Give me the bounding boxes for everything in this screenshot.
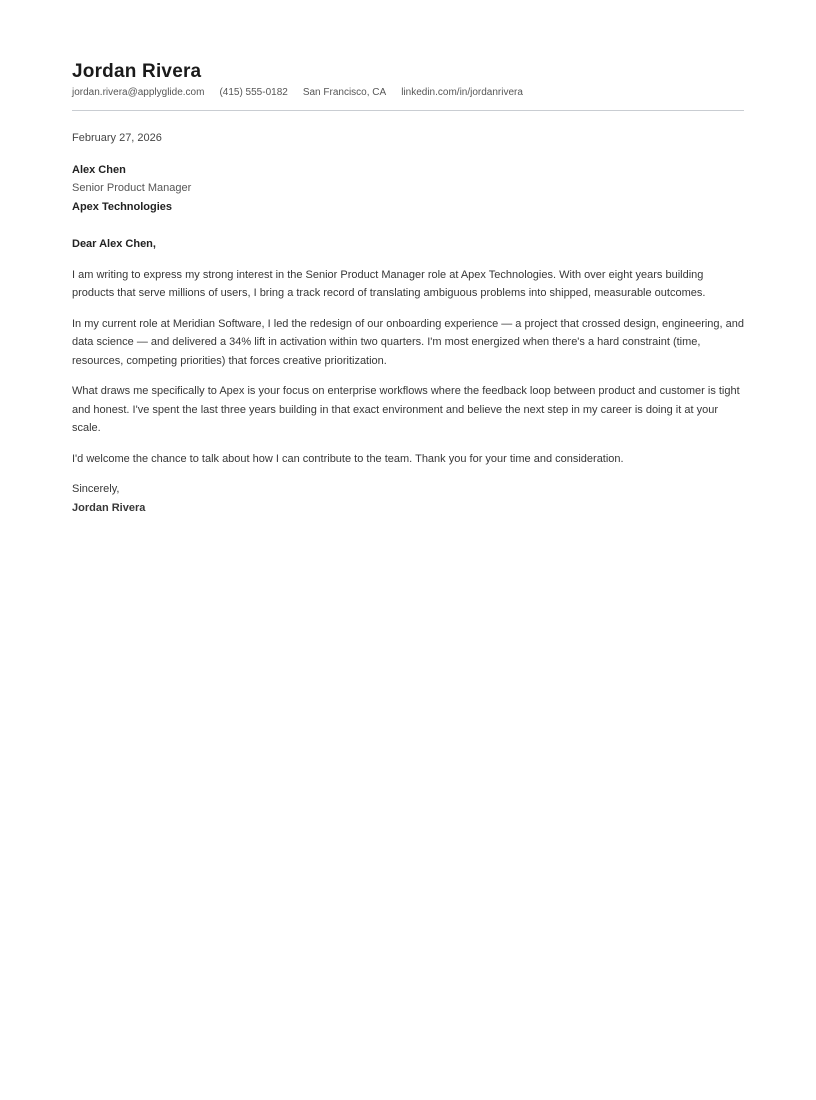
phone-text: (415) 555-0182 bbox=[219, 87, 288, 98]
signature-name: Jordan Rivera bbox=[72, 501, 146, 514]
letter-date: February 27, 2026 bbox=[72, 132, 162, 144]
salutation: Dear Alex Chen, bbox=[72, 238, 156, 250]
header-divider bbox=[72, 110, 744, 111]
contact-row bbox=[72, 86, 744, 99]
body-paragraph-3: What draws me specifically to Apex is your focus on enterprise workflows where the feedback loop between product and customer is tight and honest. I've spent the last three years building in that exact environment and believe the next step in my career is doing it at your scale. bbox=[72, 385, 740, 434]
body-paragraph-1: I am writing to express my strong interest in the Senior Product Manager role at Apex Technologies. With over eight years building products that serve millions of users, I bring a track record of translating ambiguous problems into shipped, measurable outcomes. bbox=[72, 268, 706, 299]
recipient-title: Senior Product Manager bbox=[72, 182, 192, 194]
recipient-block bbox=[72, 161, 744, 217]
email-text: jordan.rivera@applyglide.com bbox=[72, 87, 205, 98]
body-paragraph-2: In my current role at Meridian Software, I led the redesign of our onboarding experience — a project that crossed design, engineering, and data science — and delivered a 34% lift in activation within two quarters. I'm most energized when there's a hard constraint (time, resources, competing priorities) that forces creative prioritization. bbox=[72, 317, 744, 367]
recipient-company: Apex Technologies bbox=[72, 200, 173, 213]
sender-name: Jordan Rivera bbox=[72, 61, 202, 82]
recipient-name: Alex Chen bbox=[72, 163, 126, 176]
body-paragraph-4: I'd welcome the chance to talk about how I can contribute to the team. Thank you for your time and consideration. bbox=[72, 452, 624, 465]
closing-block bbox=[72, 480, 744, 517]
letter-header bbox=[72, 60, 744, 99]
linkedin-text: linkedin.com/in/jordanrivera bbox=[401, 87, 523, 98]
location-text: San Francisco, CA bbox=[302, 87, 387, 98]
closing-phrase: Sincerely, bbox=[72, 483, 120, 495]
